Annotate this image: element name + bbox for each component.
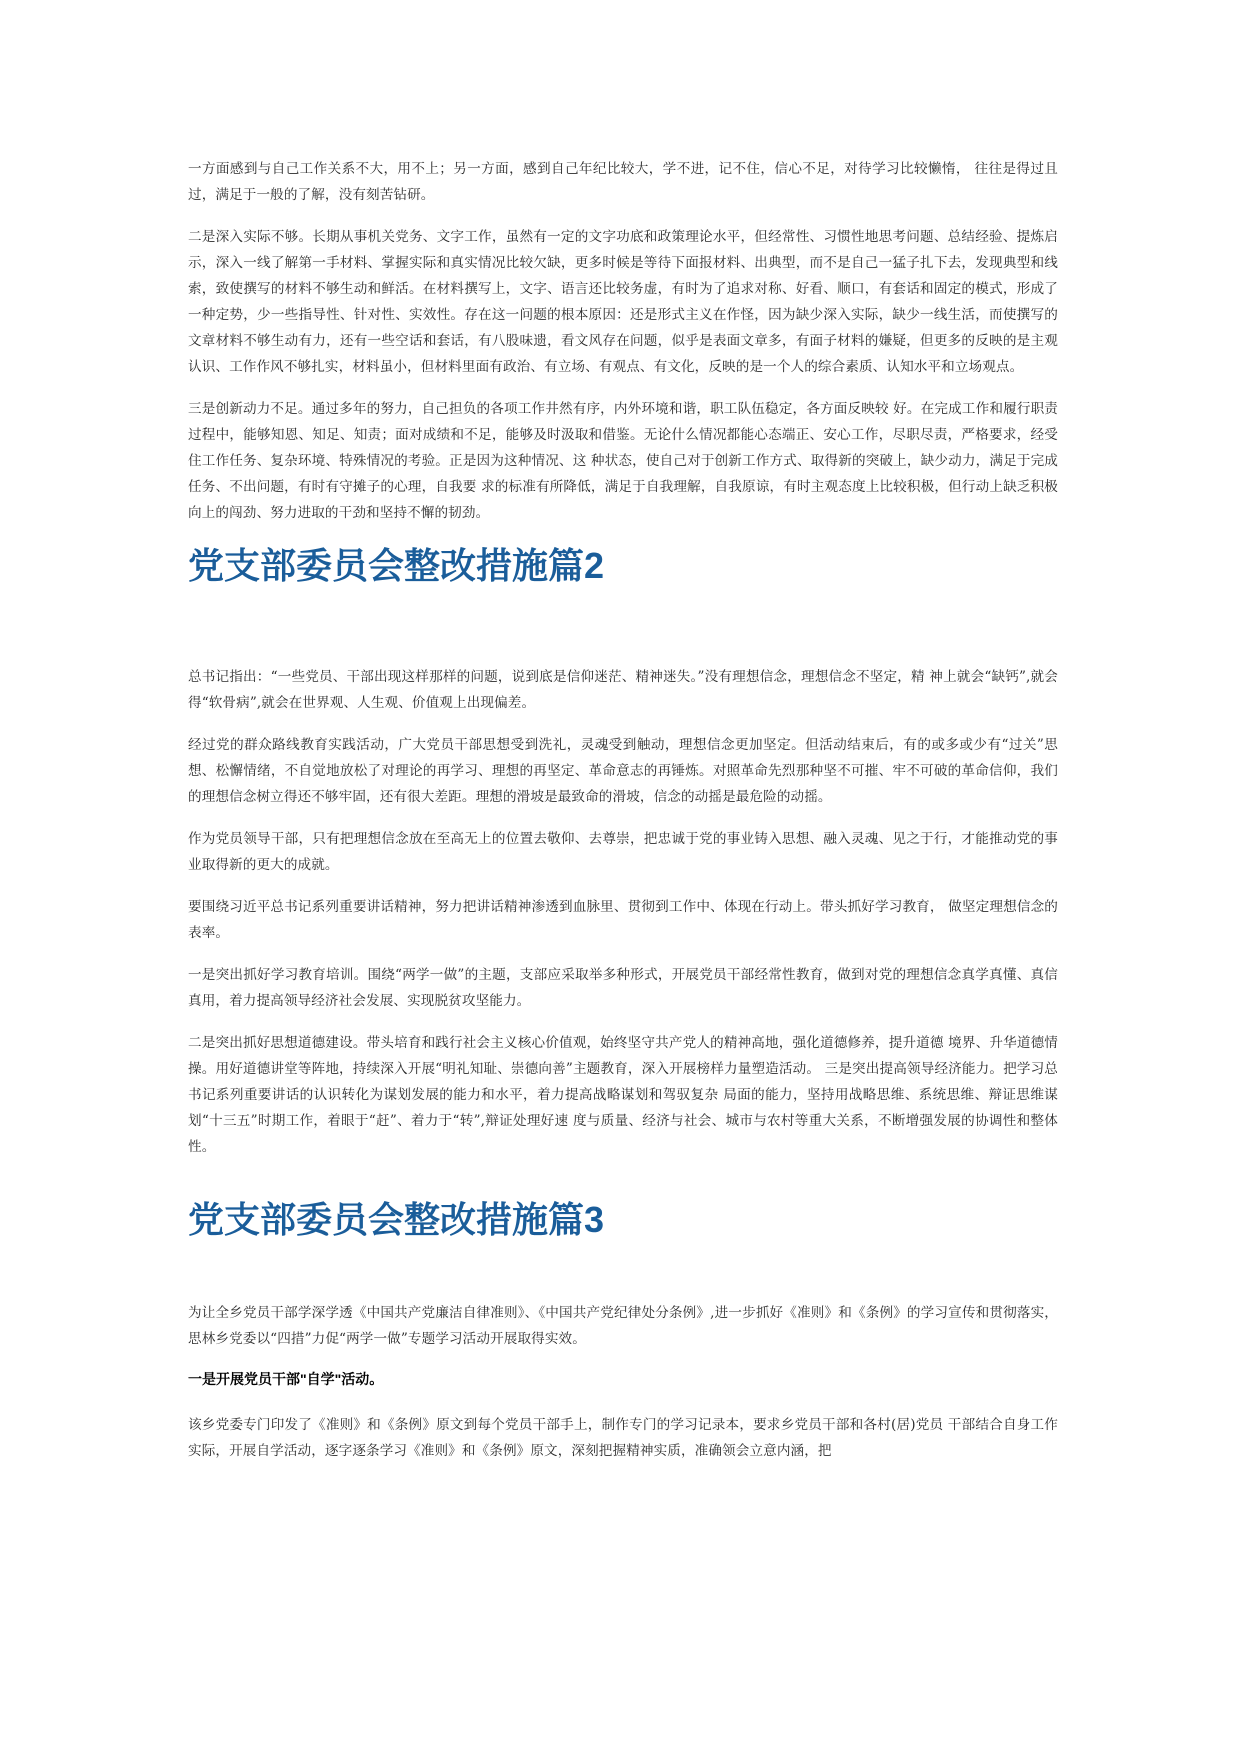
paragraph: 一是突出抓好学习教育培训。围绕“两学一做”的主题，支部应采取举多种形式，开展党员干部经常性教育，做到对党的理想信念真学真懂、真信真用，着力提高领导经济社会发展、实现脱贫攻坚能力。 bbox=[188, 967, 1058, 1009]
paragraph: 经过党的群众路线教育实践活动，广大党员干部思想受到洗礼，灵魂受到触动，理想信念更加坚定。但活动结束后，有的或多或少有“过关”思想、松懈情绪，不自觉地放松了对理论的再学习、理想的再坚定、革命意志的再锤炼。对照革命先烈那种坚不可摧、牢不可破的革命信仰，我们的理想信念树立得还不够牢固，还有很大差距。理想的滑坡是最致命的滑坡，信念的动摇是最危险的动摇。 bbox=[188, 737, 1058, 805]
section-3 bbox=[188, 1198, 1058, 1464]
paragraph: 三是创新动力不足。通过多年的努力，自己担负的各项工作井然有序，内外环境和谐，职工队伍稳定，各方面反映较 好。在完成工作和履行职责过程中，能够知恩、知足、知责；面对成绩和不足，能够及时汲取和借鉴。无论什么情况都能心态端正、安心工作，尽职尽责，严格要求，经受住工作任务、复杂环境、特殊情况的考验。正是因为这种情况、这 种状态，使自己对于创新工作方式、取得新的突破上，缺少动力，满足于完成任务、不出问题，有时有守摊子的心理，自我要 求的标准有所降低，满足于自我理解，自我原谅，有时主观态度上比较积极，但行动上缺乏积极向上的闯劲、努力进取的干劲和坚持不懈的韧劲。 bbox=[188, 401, 1058, 521]
paragraph: 二是突出抓好思想道德建设。带头培育和践行社会主义核心价值观，始终坚守共产党人的精神高地，强化道德修养，提升道德 境界、升华道德情操。用好道德讲堂等阵地，持续深入开展“明礼知耻、崇德向善”主题教育，深入开展榜样力量塑造活动。 三是突出提高领导经济能力。把学习总书记系列重要讲话的认识转化为谋划发展的能力和水平，着力提高战略谋划和驾驭复杂 局面的能力，坚持用战略思维、系统思维、辩证思维谋划“十三五”时期工作，着眼于“赶”、着力于“转”,辩证处理好速 度与质量、经济与社会、城市与农村等重大关系，不断增强发展的协调性和整体性。 bbox=[188, 1035, 1058, 1155]
paragraph: 该乡党委专门印发了《准则》和《条例》原文到每个党员干部手上，制作专门的学习记录本，要求乡党员干部和各村(居)党员 干部结合自身工作实际，开展自学活动，逐字逐条学习《准则》和《条例》原文，深刻把握精神实质，准确领会立意内涵，把 bbox=[188, 1417, 1058, 1459]
paragraph: 要围绕习近平总书记系列重要讲话精神，努力把讲话精神渗透到血脉里、贯彻到工作中、体现在行动上。带头抓好学习教育， 做坚定理想信念的表率。 bbox=[188, 899, 1058, 941]
section-2 bbox=[188, 544, 1058, 1160]
document-page bbox=[188, 156, 1058, 1480]
bold-subheading: 一是开展党员干部"自学"活动。 bbox=[188, 1371, 384, 1387]
section-1 bbox=[188, 156, 1058, 526]
paragraph: 作为党员领导干部，只有把理想信念放在至高无上的位置去敬仰、去尊崇，把忠诚于党的事业铸入思想、融入灵魂、见之于行，才能推动党的事业取得新的更大的成就。 bbox=[188, 831, 1058, 873]
paragraph: 总书记指出：“一些党员、干部出现这样那样的问题，说到底是信仰迷茫、精神迷失。”没有理想信念，理想信念不坚定，精 神上就会“缺钙”,就会得“软骨病”,就会在世界观、人生观、价值观上出现偏差。 bbox=[188, 669, 1058, 711]
paragraph: 为让全乡党员干部学深学透《中国共产党廉洁自律准则》、《中国共产党纪律处分条例》,进一步抓好《准则》和《条例》的学习宣传和贯彻落实，思林乡党委以“四措”力促“两学一做”专题学习活动开展取得实效。 bbox=[188, 1305, 1058, 1347]
paragraph: 一方面感到与自己工作关系不大，用不上；另一方面，感到自己年纪比较大，学不进，记不住，信心不足，对待学习比较懒惰， 往往是得过且过，满足于一般的了解，没有刻苦钻研。 bbox=[188, 161, 1058, 203]
section-heading: 党支部委员会整改措施篇3 bbox=[188, 1199, 605, 1240]
section-heading: 党支部委员会整改措施篇2 bbox=[188, 545, 605, 586]
paragraph: 二是深入实际不够。长期从事机关党务、文字工作，虽然有一定的文字功底和政策理论水平，但经常性、习惯性地思考问题、总结经验、提炼启示，深入一线了解第一手材料、掌握实际和真实情况比较欠缺，更多时候是等待下面报材料、出典型，而不是自己一猛子扎下去，发现典型和线索，致使撰写的材料不够生动和鲜活。在材料撰写上，文字、语言还比较务虚，有时为了追求对称、好看、顺口，有套话和固定的模式，形成了一种定势，少一些指导性、针对性、实效性。存在这一问题的根本原因：还是形式主义在作怪，因为缺少深入实际，缺少一线生活，而使撰写的文章材料不够生动有力，还有一些空话和套话，有八股味遗，看文风存在问题，似乎是表面文章多，有面子材料的嫌疑，但更多的反映的是主观认识、工作作风不够扎实，材料虽小，但材料里面有政治、有立场、有观点、有文化，反映的是一个人的综合素质、认知水平和立场观点。 bbox=[188, 229, 1058, 375]
